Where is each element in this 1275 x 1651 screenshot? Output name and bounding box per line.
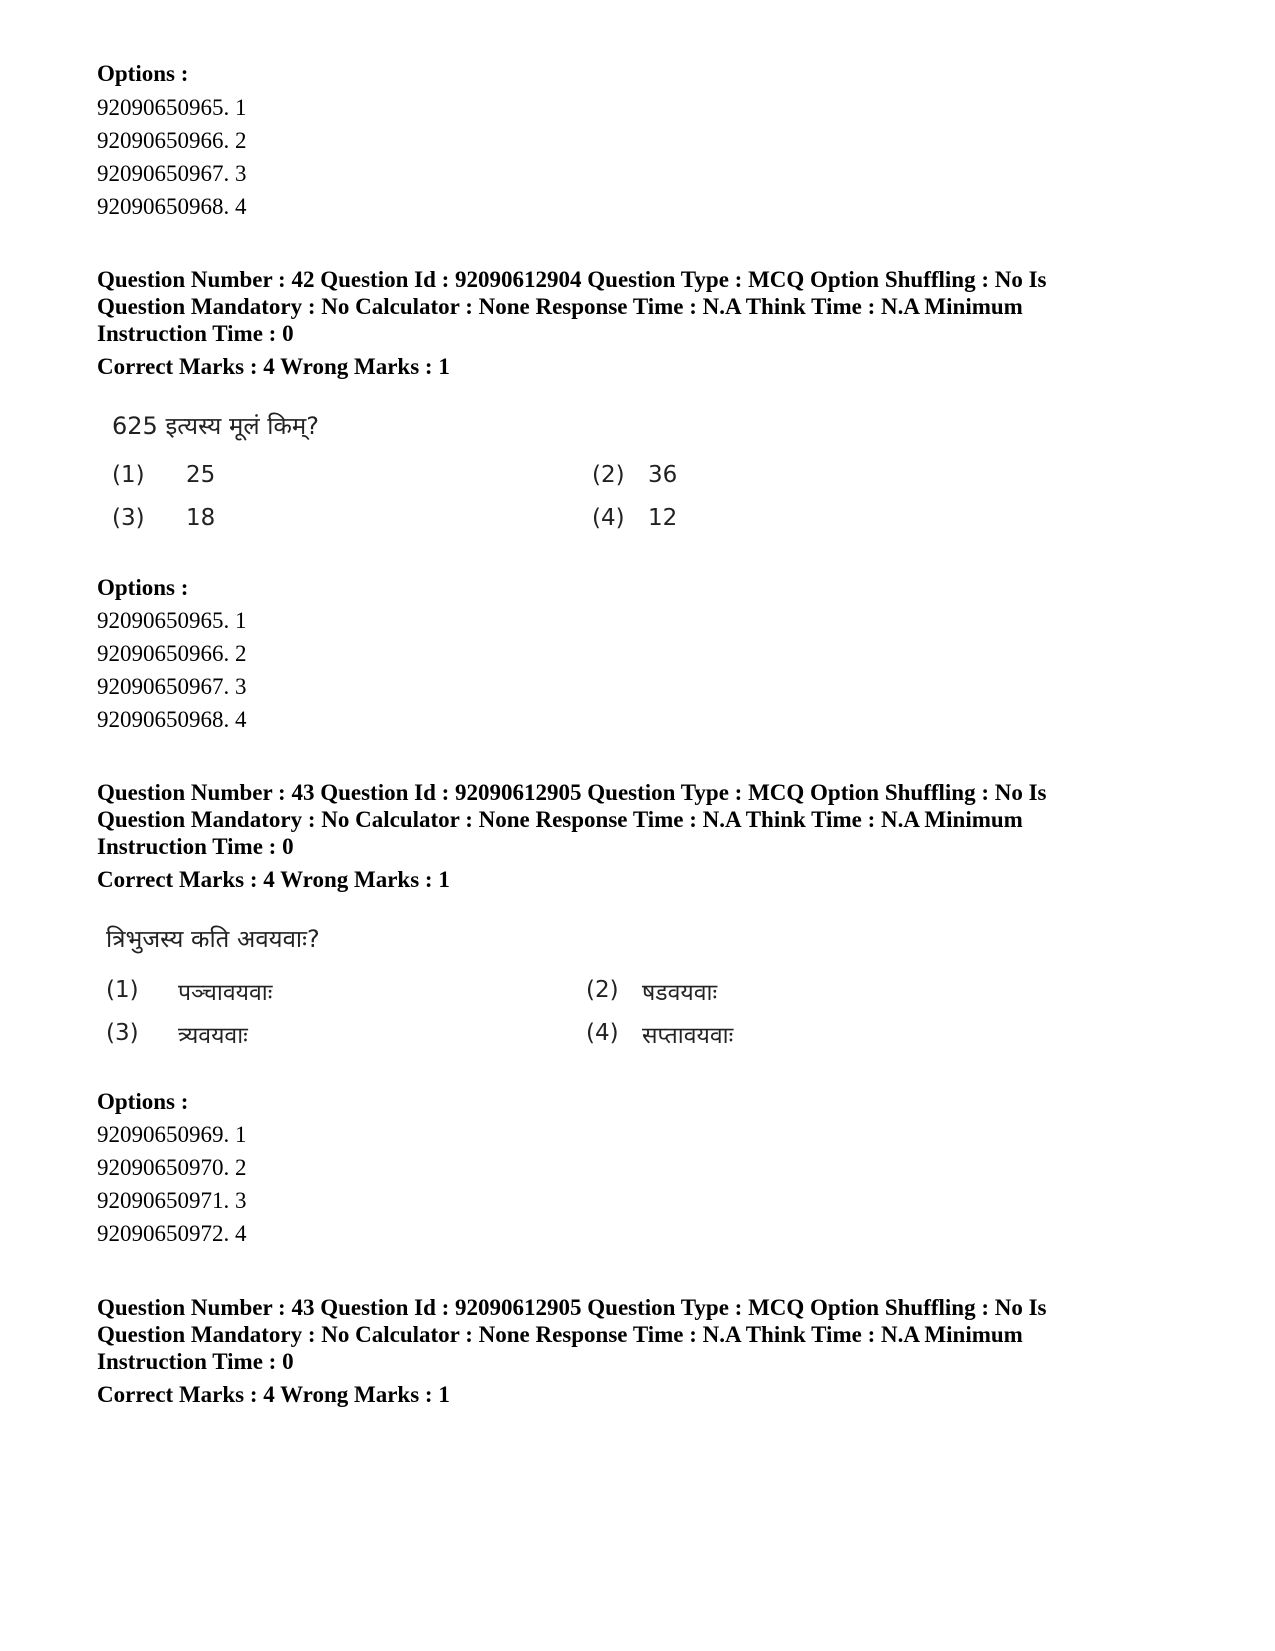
choice-number: (1)	[112, 462, 145, 488]
choice-text: पञ्चावयवाः	[178, 980, 273, 1006]
option-item: 92090650965. 1	[97, 95, 247, 120]
choice-text: त्र्यवयवाः	[178, 1023, 248, 1049]
option-item: 92090650970. 2	[97, 1155, 247, 1180]
question-header-line: Question Number : 43 Question Id : 92090612905 Question Type : MCQ Option Shuffling : No Is	[97, 780, 1047, 805]
option-item: 92090650965. 1	[97, 608, 247, 633]
option-item: 92090650972. 4	[97, 1221, 247, 1246]
question-header-line: Question Mandatory : No Calculator : None Response Time : N.A Think Time : N.A Minimum	[97, 294, 1023, 319]
option-item: 92090650966. 2	[97, 641, 247, 666]
choice-text: 25	[186, 462, 216, 488]
choice-text: 12	[648, 505, 678, 531]
question-header-line: Question Number : 43 Question Id : 92090612905 Question Type : MCQ Option Shuffling : No Is	[97, 1295, 1047, 1320]
option-item: 92090650967. 3	[97, 674, 247, 699]
choice-number: (4)	[592, 505, 625, 531]
choice-number: (3)	[112, 505, 145, 531]
choice-number: (1)	[106, 977, 139, 1003]
choice-text: सप्तावयवाः	[642, 1023, 734, 1049]
question-text: त्रिभुजस्य कति अवयवाः?	[106, 925, 320, 953]
choice-number: (3)	[106, 1020, 139, 1046]
option-item: 92090650966. 2	[97, 128, 247, 153]
marks-line: Correct Marks : 4 Wrong Marks : 1	[97, 867, 450, 892]
option-item: 92090650967. 3	[97, 161, 247, 186]
option-item: 92090650971. 3	[97, 1188, 247, 1213]
options-label: Options :	[97, 575, 189, 600]
question-header-line: Question Mandatory : No Calculator : None Response Time : N.A Think Time : N.A Minimum	[97, 1322, 1023, 1347]
choice-number: (4)	[586, 1020, 619, 1046]
option-item: 92090650968. 4	[97, 707, 247, 732]
question-header-line: Instruction Time : 0	[97, 834, 294, 859]
choice-text: 18	[186, 505, 216, 531]
choice-number: (2)	[592, 462, 625, 488]
choice-number: (2)	[586, 977, 619, 1003]
marks-line: Correct Marks : 4 Wrong Marks : 1	[97, 354, 450, 379]
choice-text: षडवयवाः	[642, 980, 718, 1006]
question-text: 625 इत्यस्य मूलं किम्?	[112, 412, 319, 440]
question-header-line: Instruction Time : 0	[97, 321, 294, 346]
choice-text: 36	[648, 462, 678, 488]
options-label: Options :	[97, 1089, 189, 1114]
question-header-line: Question Mandatory : No Calculator : None Response Time : N.A Think Time : N.A Minimum	[97, 807, 1023, 832]
option-item: 92090650969. 1	[97, 1122, 247, 1147]
question-header-line: Question Number : 42 Question Id : 92090612904 Question Type : MCQ Option Shuffling : No Is	[97, 267, 1047, 292]
question-header-line: Instruction Time : 0	[97, 1349, 294, 1374]
option-item: 92090650968. 4	[97, 194, 247, 219]
marks-line: Correct Marks : 4 Wrong Marks : 1	[97, 1382, 450, 1407]
options-label: Options :	[97, 61, 189, 86]
